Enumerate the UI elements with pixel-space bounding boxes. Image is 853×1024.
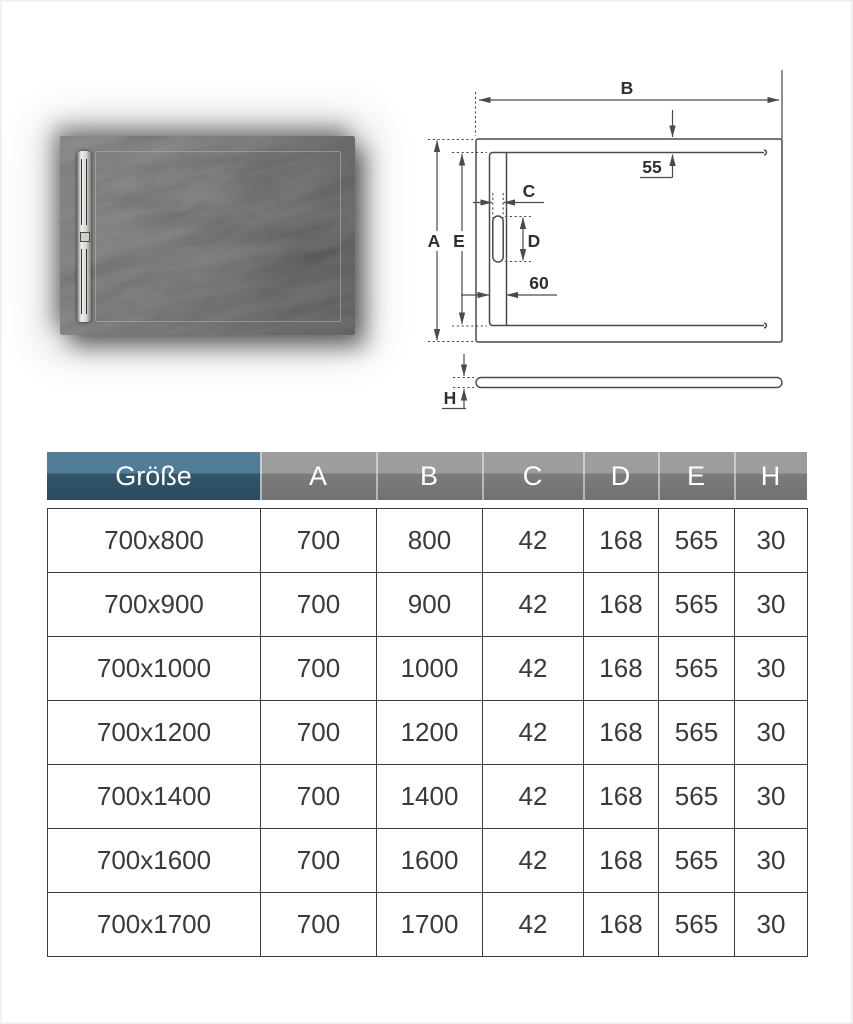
value-cell-H: 30 [735,765,808,829]
column-header-B: B [376,452,482,500]
technical-diagram [410,60,853,425]
value-cell-A: 700 [261,893,377,957]
value-cell-B: 1400 [377,765,483,829]
value-cell-C: 42 [483,573,584,637]
table-row [48,829,808,893]
value-cell-E: 565 [659,765,735,829]
value-cell-B: 1000 [377,637,483,701]
value-cell-A: 700 [261,573,377,637]
value-cell-H: 30 [735,893,808,957]
value-cell-B: 900 [377,573,483,637]
value-cell-C: 42 [483,509,584,573]
value-cell-D: 168 [584,701,659,765]
table-row [48,701,808,765]
dim-label-H: H [443,388,457,408]
tray-outline [476,139,782,342]
value-cell-H: 30 [735,829,808,893]
dim-label-55: 55 [642,157,662,177]
spec-table [47,452,807,957]
column-header-H: H [734,452,807,500]
size-cell: 700x900 [48,573,261,637]
dim-label-D: D [527,231,541,251]
value-cell-D: 168 [584,765,659,829]
size-cell: 700x800 [48,509,261,573]
value-cell-C: 42 [483,893,584,957]
table-row [48,509,808,573]
tray-surface [60,136,355,335]
table-header-columns [260,452,807,500]
value-cell-E: 565 [659,637,735,701]
size-cell: 700x1700 [48,893,261,957]
size-cell: 700x1200 [48,701,261,765]
value-cell-E: 565 [659,829,735,893]
size-table [47,508,808,957]
dim-label-E: E [453,231,465,251]
size-cell: 700x1600 [48,829,261,893]
value-cell-A: 700 [261,637,377,701]
table-row [48,573,808,637]
value-cell-B: 1200 [377,701,483,765]
column-header-A: A [260,452,376,500]
value-cell-A: 700 [261,509,377,573]
value-cell-H: 30 [735,573,808,637]
value-cell-A: 700 [261,765,377,829]
product-photo [0,0,420,420]
dim-label-60: 60 [529,273,549,293]
value-cell-D: 168 [584,637,659,701]
size-column-header: Größe [47,452,260,500]
dim-label-C: C [522,181,536,201]
value-cell-D: 168 [584,893,659,957]
table-row [48,765,808,829]
value-cell-C: 42 [483,701,584,765]
value-cell-D: 168 [584,829,659,893]
column-header-C: C [482,452,583,500]
value-cell-E: 565 [659,509,735,573]
value-cell-H: 30 [735,637,808,701]
value-cell-B: 1700 [377,893,483,957]
size-table-body [48,509,808,957]
tray-top-view [476,139,782,342]
side-profile [476,378,782,388]
value-cell-H: 30 [735,509,808,573]
value-cell-B: 1600 [377,829,483,893]
drain-slot-top [81,159,87,225]
size-cell: 700x1400 [48,765,261,829]
table-header [47,452,807,500]
size-cell: 700x1000 [48,637,261,701]
value-cell-H: 30 [735,701,808,765]
tray-inner-border [95,151,341,322]
value-cell-A: 700 [261,701,377,765]
drain-channel [77,151,91,322]
drain-cover-square [80,232,90,242]
value-cell-C: 42 [483,829,584,893]
value-cell-E: 565 [659,701,735,765]
table-row [48,893,808,957]
drain-slot-bottom [81,249,87,315]
value-cell-D: 168 [584,509,659,573]
value-cell-D: 168 [584,573,659,637]
value-cell-C: 42 [483,765,584,829]
dim-label-B: B [620,78,634,98]
value-cell-B: 800 [377,509,483,573]
table-row [48,637,808,701]
drain-slot-oval [493,216,503,262]
value-cell-A: 700 [261,829,377,893]
dim-label-A: A [427,231,441,251]
column-header-D: D [583,452,658,500]
column-header-E: E [658,452,734,500]
value-cell-C: 42 [483,637,584,701]
value-cell-E: 565 [659,893,735,957]
value-cell-E: 565 [659,573,735,637]
